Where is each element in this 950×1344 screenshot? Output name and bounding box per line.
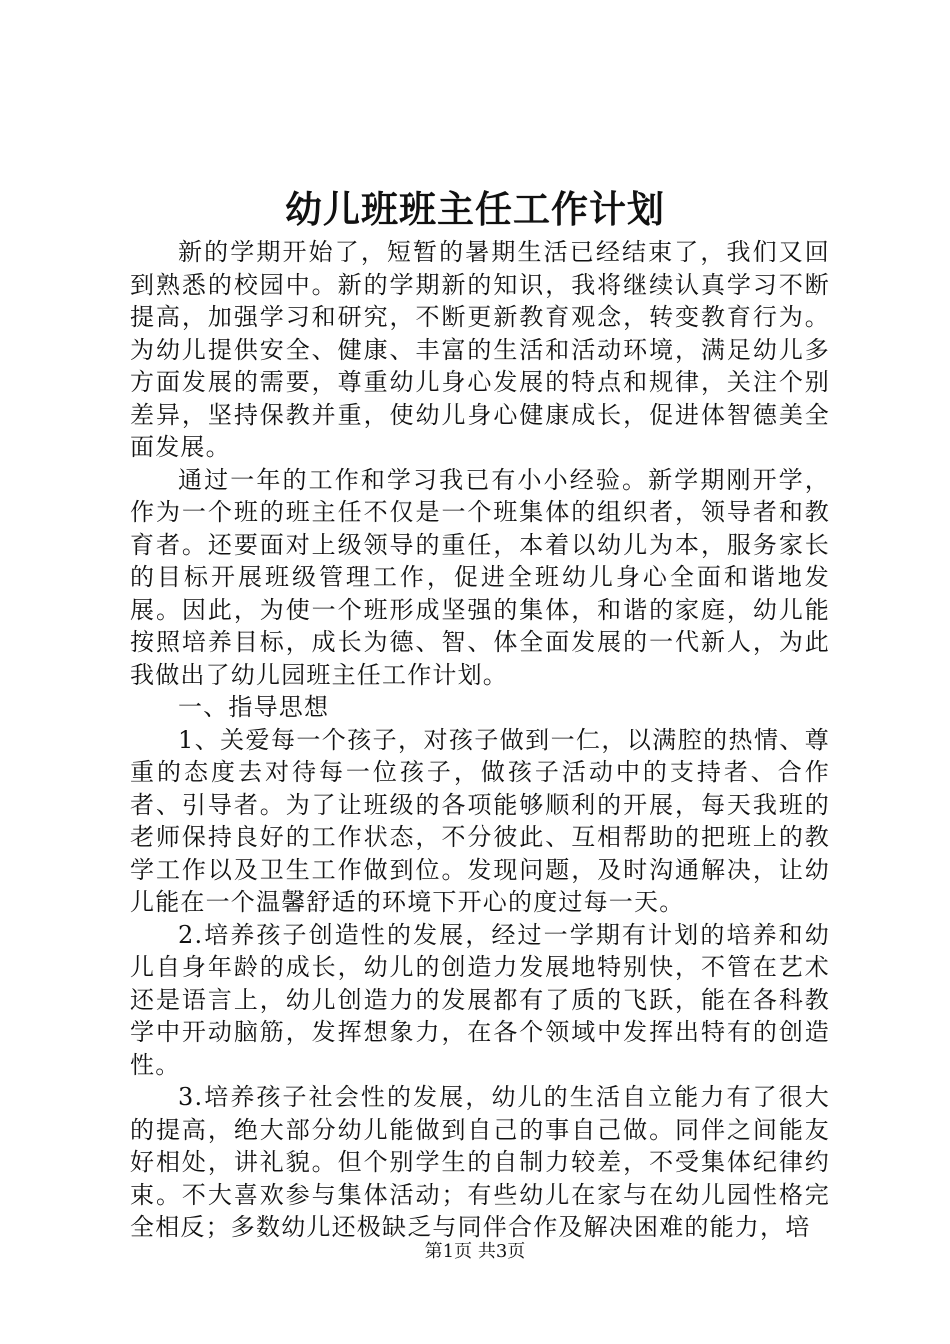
document-title: 幼儿班班主任工作计划 — [285, 187, 665, 231]
paragraph-item-2: 2.培养孩子创造性的发展，经过一学期有计划的培养和幼儿自身年龄的成长，幼儿的创造力发展地特别快，不管在艺术还是语言上，幼儿创造力的发展都有了质的飞跃，能在各科教学中开动脑筋，发挥想象力，在各个领域中发挥出特有的创造性。 — [130, 920, 830, 1079]
paragraph-intro: 新的学期开始了，短暂的暑期生活已经结束了，我们又回到熟悉的校园中。新的学期新的知识，我将继续认真学习不断提高，加强学习和研究，不断更新教育观念，转变教育行为。为幼儿提供安全、健康、丰富的生活和活动环境，满足幼儿多方面发展的需要，尊重幼儿身心发展的特点和规律，关注个别差异，坚持保教并重，使幼儿身心健康成长，促进体智德美全面发展。 — [130, 238, 830, 461]
document-body — [130, 236, 830, 1244]
section-heading-guiding-thought: 一、指导思想 — [178, 693, 330, 721]
paragraph-item-3: 3.培养孩子社会性的发展，幼儿的生活自立能力有了很大的提高，绝大部分幼儿能做到自己的事自己做。同伴之间能友好相处，讲礼貌。但个别学生的自制力较差，不受集体纪律约束。不大喜欢参与集体活动；有些幼儿在家与在幼儿园性格完全相反；多数幼儿还极缺乏与同伴合作及解决困难的能力，培 — [130, 1083, 830, 1241]
paragraph-item-1: 1、关爱每一个孩子，对孩子做到一仁，以满腔的热情、尊重的态度去对待每一位孩子，做孩子活动中的支持者、合作者、引导者。为了让班级的各项能够顺利的开展，每天我班的老师保持良好的工作状态，不分彼此、互相帮助的把班上的教学工作以及卫生工作做到位。发现问题，及时沟通解决，让幼儿能在一个温馨舒适的环境下开心的度过每一天。 — [130, 725, 830, 916]
page-footer: 第1页 共3页 — [424, 1241, 526, 1262]
paragraph-experience: 通过一年的工作和学习我已有小小经验。新学期刚开学，作为一个班的班主任不仅是一个班集体的组织者，领导者和教育者。还要面对上级领导的重任，本着以幼儿为本，服务家长的目标开展班级管理工作，促进全班幼儿身心全面和谐地发展。因此，为使一个班形成坚强的集体，和谐的家庭，幼儿能按照培养目标，成长为德、智、体全面发展的一代新人，为此我做出了幼儿园班主任工作计划。 — [130, 465, 830, 689]
